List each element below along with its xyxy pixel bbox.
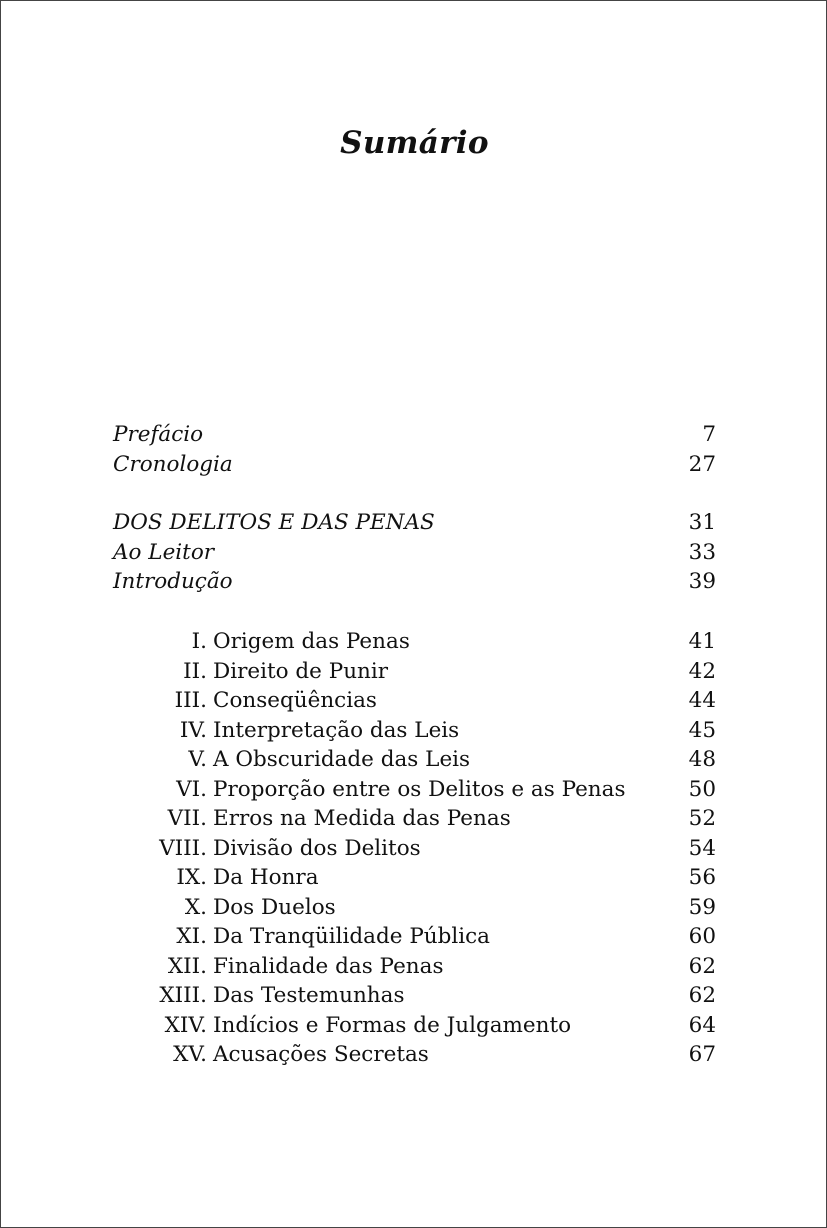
page-number: 45 bbox=[688, 717, 716, 743]
entry-label: Dos Duelos bbox=[213, 893, 339, 923]
page-number: 50 bbox=[688, 776, 716, 802]
entry-label: Proporção entre os Delitos e as Penas bbox=[213, 775, 629, 805]
toc-entry-chapter-7[interactable] bbox=[1, 804, 827, 834]
page-number: 60 bbox=[688, 924, 716, 949]
chapter-numeral: VI. bbox=[176, 776, 207, 802]
entry-label: Origem das Penas bbox=[213, 627, 413, 657]
chapter-numeral: VII. bbox=[167, 806, 207, 831]
page-number: 59 bbox=[688, 894, 716, 920]
toc-entry-chapter-8[interactable] bbox=[1, 834, 827, 864]
entry-label: Introdução bbox=[113, 567, 236, 597]
entry-label: Das Testemunhas bbox=[213, 981, 408, 1011]
chapter-numeral: XV. bbox=[173, 1042, 207, 1067]
toc-entry-chapter-2[interactable] bbox=[1, 657, 827, 687]
entry-label: A Obscuridade das Leis bbox=[213, 745, 473, 775]
page-number: 62 bbox=[688, 983, 716, 1008]
page-number: 7 bbox=[702, 422, 716, 447]
page-number: 54 bbox=[688, 835, 716, 861]
toc-entry-chapter-3[interactable] bbox=[1, 686, 827, 716]
toc-entry-section-3[interactable] bbox=[1, 567, 827, 597]
chapter-numeral: XII. bbox=[167, 953, 207, 979]
toc-entry-chapter-12[interactable] bbox=[1, 952, 827, 982]
entry-label: Direito de Punir bbox=[213, 657, 391, 687]
toc-entry-front-2[interactable] bbox=[1, 450, 827, 480]
toc-entry-chapter-6[interactable] bbox=[1, 775, 827, 805]
page-number: 39 bbox=[688, 569, 716, 594]
entry-label: Da Honra bbox=[213, 863, 322, 893]
page-title: Sumário bbox=[340, 125, 489, 161]
chapter-numeral: IX. bbox=[176, 865, 207, 890]
toc-entry-chapter-14[interactable] bbox=[1, 1011, 827, 1041]
page-number: 42 bbox=[688, 658, 716, 684]
page-number: 52 bbox=[688, 806, 716, 831]
entry-label: DOS DELITOS E DAS PENAS bbox=[113, 508, 438, 538]
entry-label: Indícios e Formas de Julgamento bbox=[213, 1011, 574, 1041]
toc-entry-chapter-15[interactable] bbox=[1, 1040, 827, 1070]
chapter-numeral: III. bbox=[174, 688, 207, 713]
chapter-numeral: II. bbox=[183, 658, 207, 684]
entry-label: Erros na Medida das Penas bbox=[213, 804, 514, 834]
page-number: 31 bbox=[688, 510, 716, 535]
page-number: 27 bbox=[688, 451, 716, 477]
toc-entry-chapter-1[interactable] bbox=[1, 627, 827, 657]
toc-entry-section-1[interactable] bbox=[1, 508, 827, 538]
chapter-numeral: VIII. bbox=[159, 835, 207, 861]
toc-entry-chapter-11[interactable] bbox=[1, 922, 827, 952]
entry-label: Cronologia bbox=[113, 450, 236, 480]
chapter-numeral: V. bbox=[188, 747, 207, 772]
toc-entry-chapter-9[interactable] bbox=[1, 863, 827, 893]
page-number: 67 bbox=[688, 1042, 716, 1067]
chapter-numeral: XI. bbox=[176, 924, 207, 949]
page-number: 44 bbox=[688, 688, 716, 713]
chapter-numeral: XIII. bbox=[159, 983, 207, 1008]
page-number: 62 bbox=[688, 953, 716, 979]
chapter-numeral: IV. bbox=[179, 717, 207, 743]
toc-entry-chapter-10[interactable] bbox=[1, 893, 827, 923]
toc-entry-chapter-4[interactable] bbox=[1, 716, 827, 746]
entry-label: Divisão dos Delitos bbox=[213, 834, 424, 864]
entry-label: Acusações Secretas bbox=[213, 1040, 432, 1070]
page-number: 33 bbox=[688, 539, 716, 565]
page-number: 56 bbox=[688, 865, 716, 890]
entry-label: Prefácio bbox=[113, 420, 206, 450]
page-number: 48 bbox=[688, 747, 716, 772]
page-number: 41 bbox=[688, 629, 716, 654]
chapter-numeral: XIV. bbox=[164, 1012, 207, 1038]
toc-entry-chapter-13[interactable] bbox=[1, 981, 827, 1011]
entry-label: Ao Leitor bbox=[113, 538, 217, 568]
toc-entry-section-2[interactable] bbox=[1, 538, 827, 568]
toc-entry-chapter-5[interactable] bbox=[1, 745, 827, 775]
entry-label: Finalidade das Penas bbox=[213, 952, 447, 982]
entry-label: Interpretação das Leis bbox=[213, 716, 462, 746]
entry-label: Da Tranqüilidade Pública bbox=[213, 922, 493, 952]
chapter-numeral: X. bbox=[184, 894, 207, 920]
entry-label: Conseqüências bbox=[213, 686, 380, 716]
page-number: 64 bbox=[688, 1012, 716, 1038]
chapter-numeral: I. bbox=[191, 629, 207, 654]
toc-entry-front-1[interactable] bbox=[1, 420, 827, 450]
